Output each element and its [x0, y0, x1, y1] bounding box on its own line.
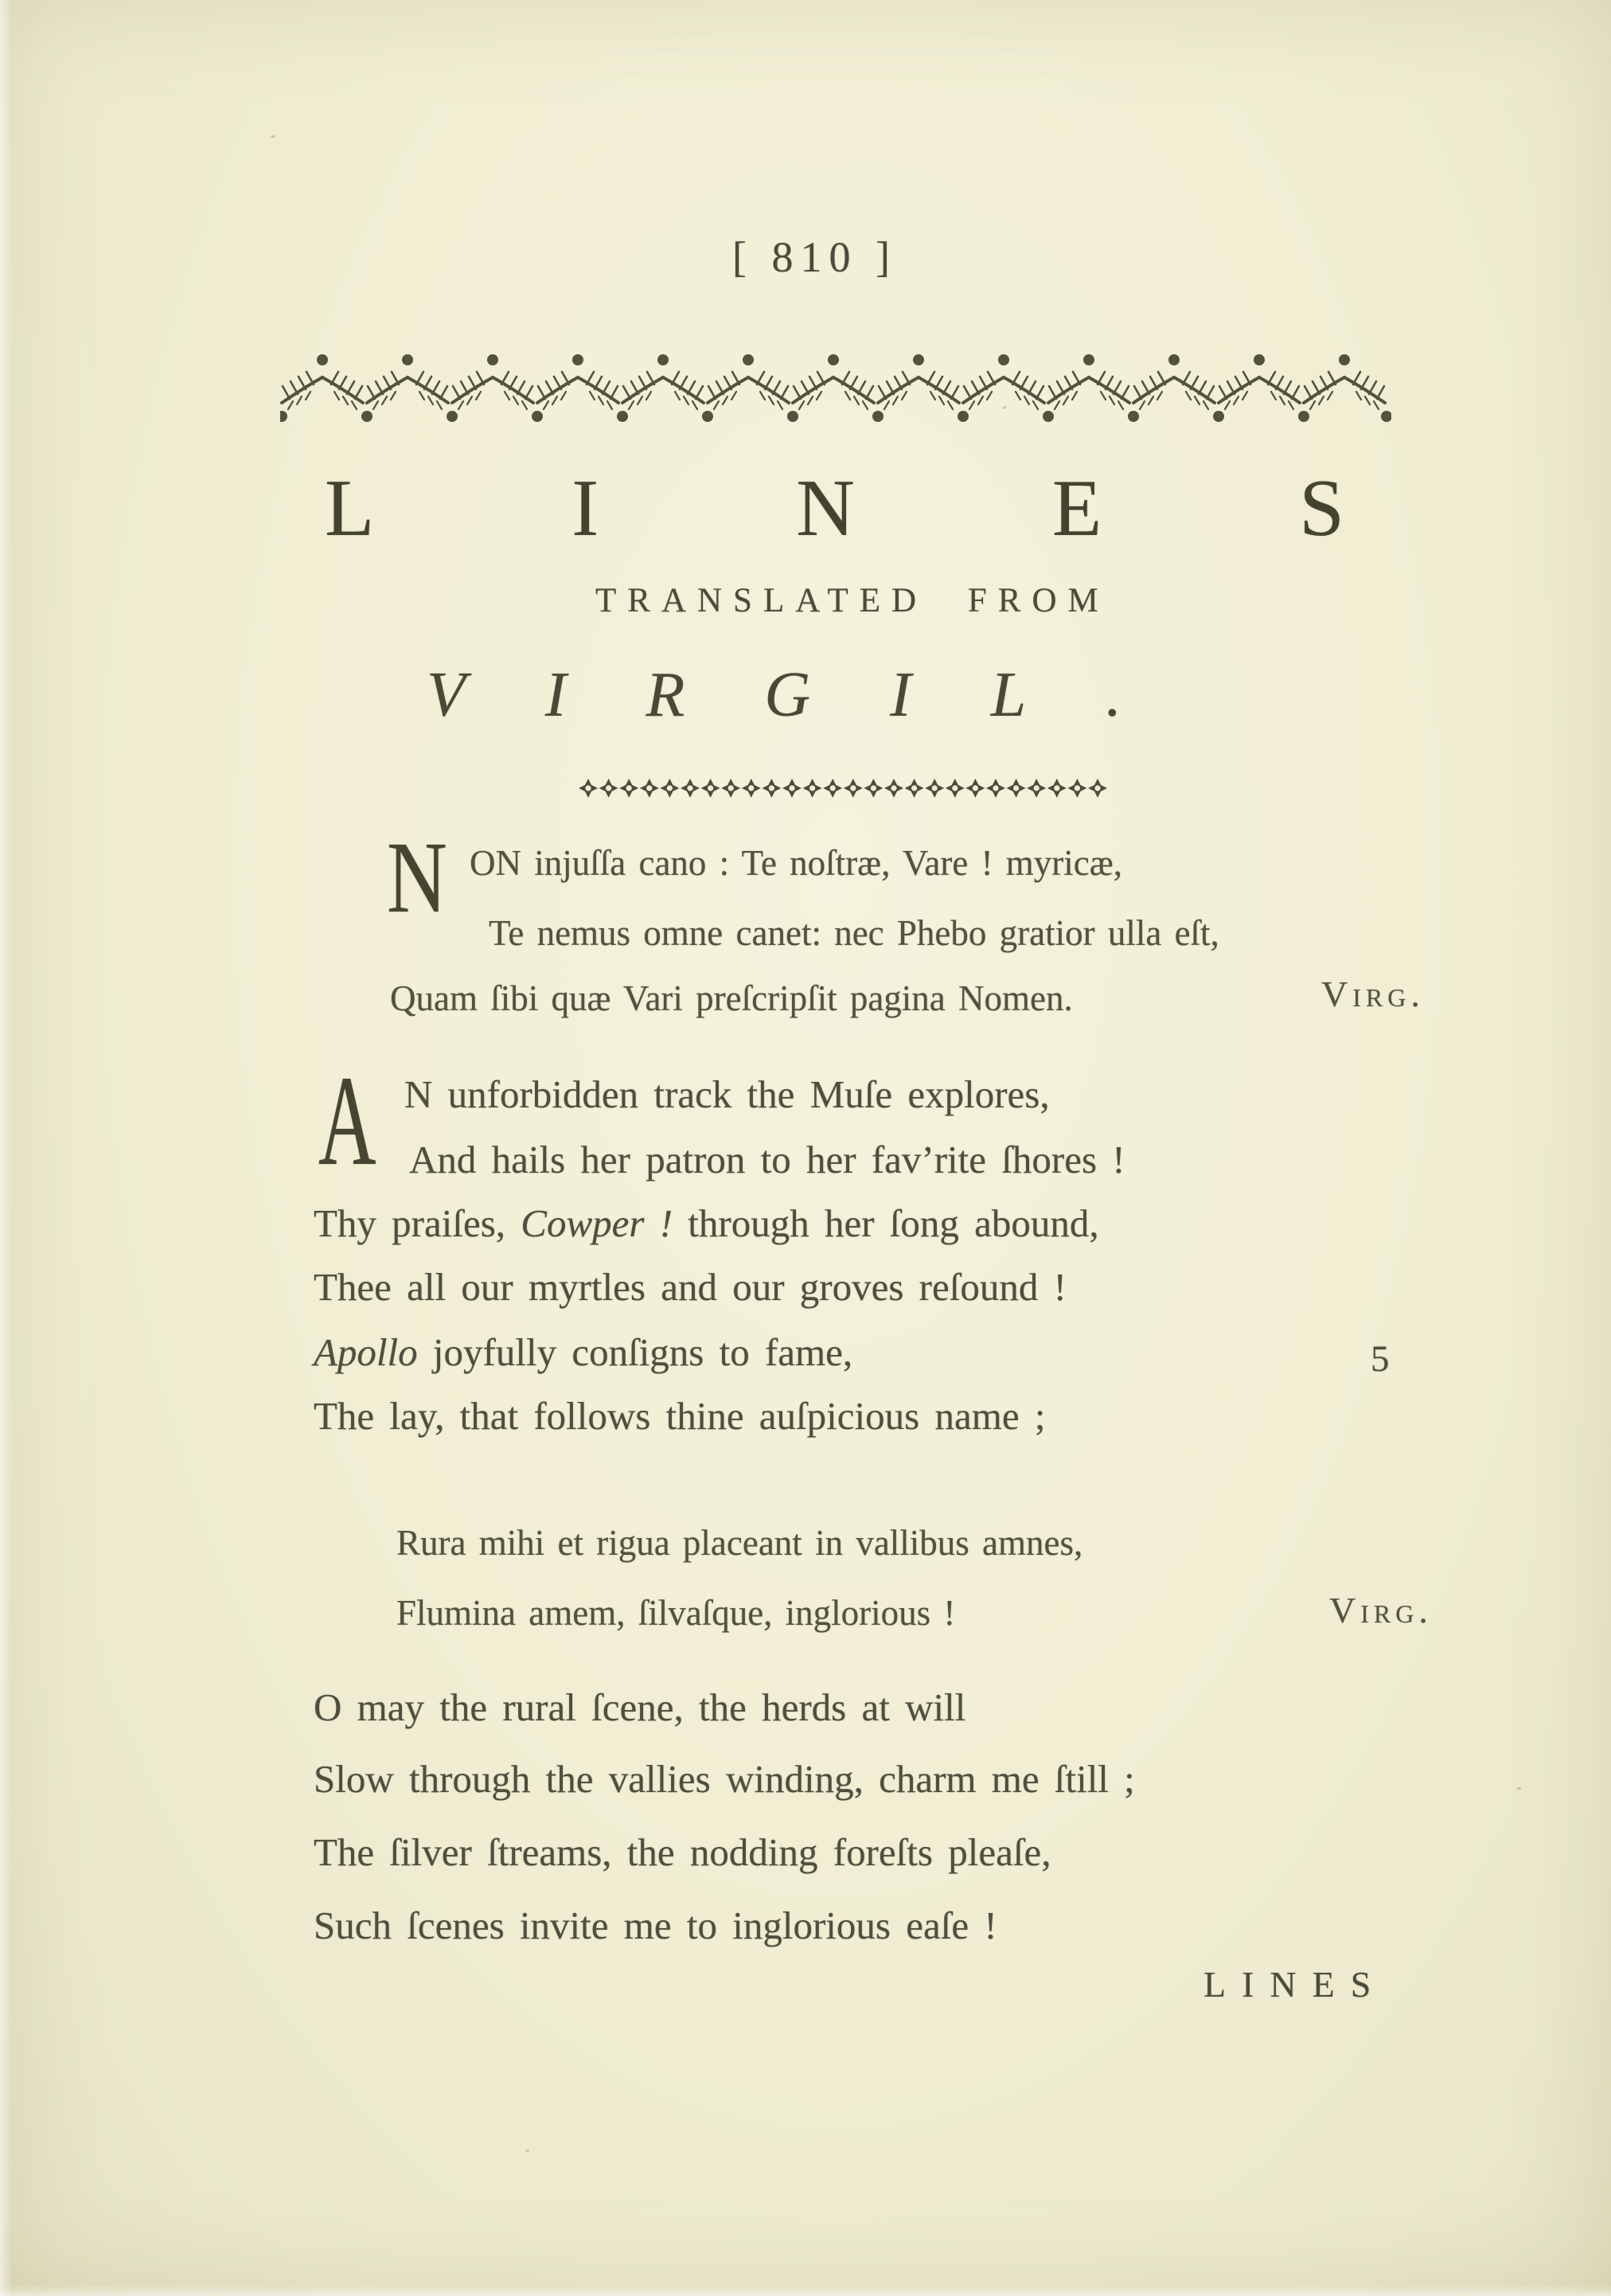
paper-speck	[271, 135, 275, 138]
apollo-name-italic: Apollo	[314, 1330, 418, 1374]
verse-text: through her ſong abound,	[673, 1201, 1099, 1245]
rosette-divider-ornament	[578, 774, 1119, 802]
verse-line: Thee all our myrtles and our groves reſound !	[314, 1265, 1067, 1309]
latin-epigraph-line: Quam ſibi quæ Vari preſcripſit pagina Nomen.	[390, 978, 1073, 1018]
latin-epigraph-line: Flumina amem, ſilvaſque, inglorious !	[396, 1593, 956, 1633]
verse-line: Such ſcenes invite me to inglorious eaſe !	[314, 1904, 997, 1947]
verse-line: The ſilver ſtreams, the nodding foreſts pleaſe,	[314, 1830, 1051, 1874]
title-author-virgil: VIRGIL.	[427, 660, 1202, 730]
verse-text: joyfully conſigns to fame,	[417, 1330, 853, 1374]
latin-epigraph-line: Te nemus omne canet: nec Phebo gratior ulla eſt,	[489, 913, 1219, 953]
verse-text: Thy praiſes,	[314, 1201, 521, 1245]
cowper-name-italic: Cowper !	[521, 1201, 673, 1245]
catchword: LINES	[1203, 1964, 1387, 2005]
title-subtitle: TRANSLATED FROM	[595, 582, 1110, 619]
paper-speck	[1516, 1787, 1522, 1790]
scan-edge-left	[0, 0, 13, 2296]
poem-title: LINES	[325, 463, 1542, 553]
paper-speck	[525, 2150, 529, 2152]
verse-line	[314, 1201, 1099, 1246]
verse-line	[314, 1330, 852, 1375]
floral-garland-ornament	[280, 347, 1391, 430]
verse-line: The lay, that follows thine auſpicious name ;	[314, 1394, 1046, 1438]
verse-line: N unforbidden track the Muſe explores,	[404, 1072, 1050, 1116]
virgil-attribution: Virg.	[1321, 974, 1425, 1014]
page-number: [ 810 ]	[732, 233, 897, 281]
verse-line: O may the rural ſcene, the herds at will	[314, 1685, 966, 1729]
verse-line: Slow through the vallies winding, charm me ſtill ;	[314, 1757, 1135, 1801]
drop-cap-a: A	[318, 1050, 376, 1193]
latin-epigraph-line: ON injuſſa cano : Te noſtræ, Vare ! myricæ,	[470, 843, 1123, 883]
virgil-attribution: Virg.	[1329, 1590, 1433, 1630]
verse-line-number: 5	[1371, 1338, 1390, 1380]
drop-cap-n: N	[387, 821, 447, 934]
latin-epigraph-line: Rura mihi et rigua placeant in vallibus amnes,	[396, 1523, 1083, 1563]
scan-edge-bottom	[0, 2285, 1611, 2296]
verse-line: And hails her patron to her fav’rite ſhores !	[409, 1138, 1125, 1181]
